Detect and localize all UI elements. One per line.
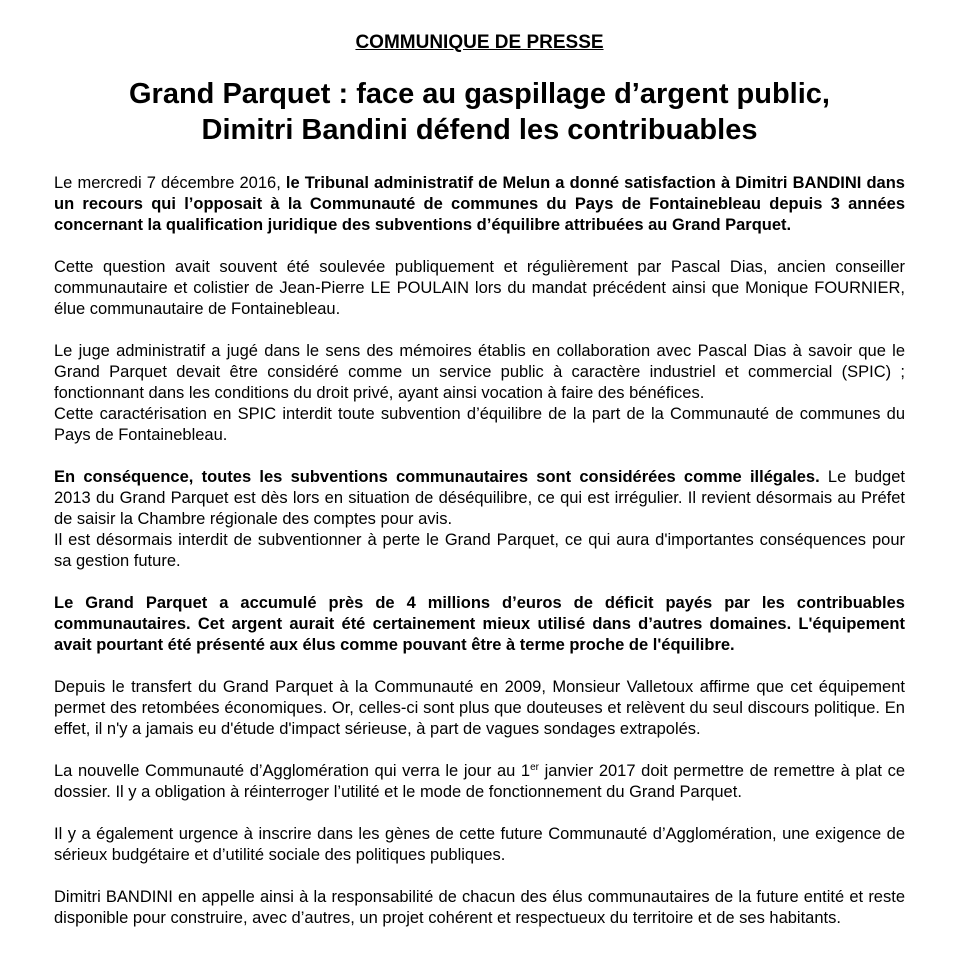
paragraph-7-superscript: er: [530, 762, 539, 773]
document-kicker: COMMUNIQUE DE PRESSE: [355, 32, 604, 53]
paragraph-1-bold: le Tribunal administratif de Melun a donné satisfaction à Dimitri BANDINI dans un recours qui l’opposait à la Communauté de communes du Pays de Fontainebleau depuis 3 années concernant la qualification juridique des subventions d’équilibre attribuées au Grand Parquet.: [54, 174, 905, 234]
paragraph-4a-bold: En conséquence, toutes les subventions communautaires sont considérées comme illégales.: [54, 468, 820, 486]
paragraph-4a: [54, 467, 905, 530]
document-body: [54, 173, 905, 929]
paragraph-1-text: Le mercredi 7 décembre 2016,: [54, 174, 286, 192]
paragraph-5-bold: Le Grand Parquet a accumulé près de 4 millions d’euros de déficit payés par les contribuables communautaires. Cet argent aurait été certainement mieux utilisé dans d’autres domaines. L'équipement avait pourtant été présenté aux élus comme pouvant être à terme proche de l'équilibre.: [54, 594, 905, 654]
title-line-1: Grand Parquet : face au gaspillage d’argent public,: [129, 78, 830, 110]
paragraph-9: Dimitri BANDINI en appelle ainsi à la responsabilité de chacun des élus communautaires de la future entité et reste disponible pour construire, avec d’autres, un projet cohérent et respectueux du territoire et de ses habitants.: [54, 888, 905, 927]
paragraph-6: Depuis le transfert du Grand Parquet à la Communauté en 2009, Monsieur Valletoux affirme que cet équipement permet des retombées économiques. Or, celles-ci sont plus que douteuses et relèvent du seul discours politique. En effet, il n'y a jamais eu d'étude d'impact sérieuse, à part de vagues sondages extrapolés.: [54, 678, 905, 738]
document-title: [54, 76, 905, 148]
paragraph-4a-text: Le budget 2013 du Grand Parquet est dès lors en situation de déséquilibre, ce qui est irrégulier. Il revient désormais au Préfet de saisir la Chambre régionale des comptes pour avis.: [54, 468, 905, 528]
paragraph-7: [54, 761, 905, 803]
paragraph-7-text-a: La nouvelle Communauté d’Agglomération qui verra le jour au 1: [54, 762, 531, 780]
paragraph-1: [54, 173, 905, 236]
paragraph-3a: Le juge administratif a jugé dans le sens des mémoires établis en collaboration avec Pascal Dias à savoir que le Grand Parquet devait être considéré comme un service public à caractère industriel et commercial (SPIC) ; fonctionnant dans les conditions du droit privé, ayant ainsi vocation à faire des bénéfices.: [54, 342, 905, 402]
paragraph-5: [54, 593, 905, 656]
paragraph-8: Il y a également urgence à inscrire dans les gènes de cette future Communauté d’Agglomération, une exigence de sérieux budgétaire et d’utilité sociale des politiques publiques.: [54, 825, 905, 864]
paragraph-3b: Cette caractérisation en SPIC interdit toute subvention d’équilibre de la part de la Communauté de communes du Pays de Fontainebleau.: [54, 405, 905, 444]
paragraph-4b: Il est désormais interdit de subventionner à perte le Grand Parquet, ce qui aura d'importantes conséquences pour sa gestion future.: [54, 531, 905, 570]
paragraph-2: Cette question avait souvent été soulevée publiquement et régulièrement par Pascal Dias, ancien conseiller communautaire et colistier de Jean-Pierre LE POULAIN lors du mandat précédent ainsi que Monique FOURNIER, élue communautaire de Fontainebleau.: [54, 258, 905, 318]
press-release-page: [54, 30, 905, 950]
title-line-2: Dimitri Bandini défend les contribuables: [201, 114, 758, 146]
paragraph-7-text-b: janvier 2017 doit permettre de remettre à plat ce dossier. Il y a obligation à réinterroger l’utilité et le mode de fonctionnement du Grand Parquet.: [54, 762, 905, 801]
